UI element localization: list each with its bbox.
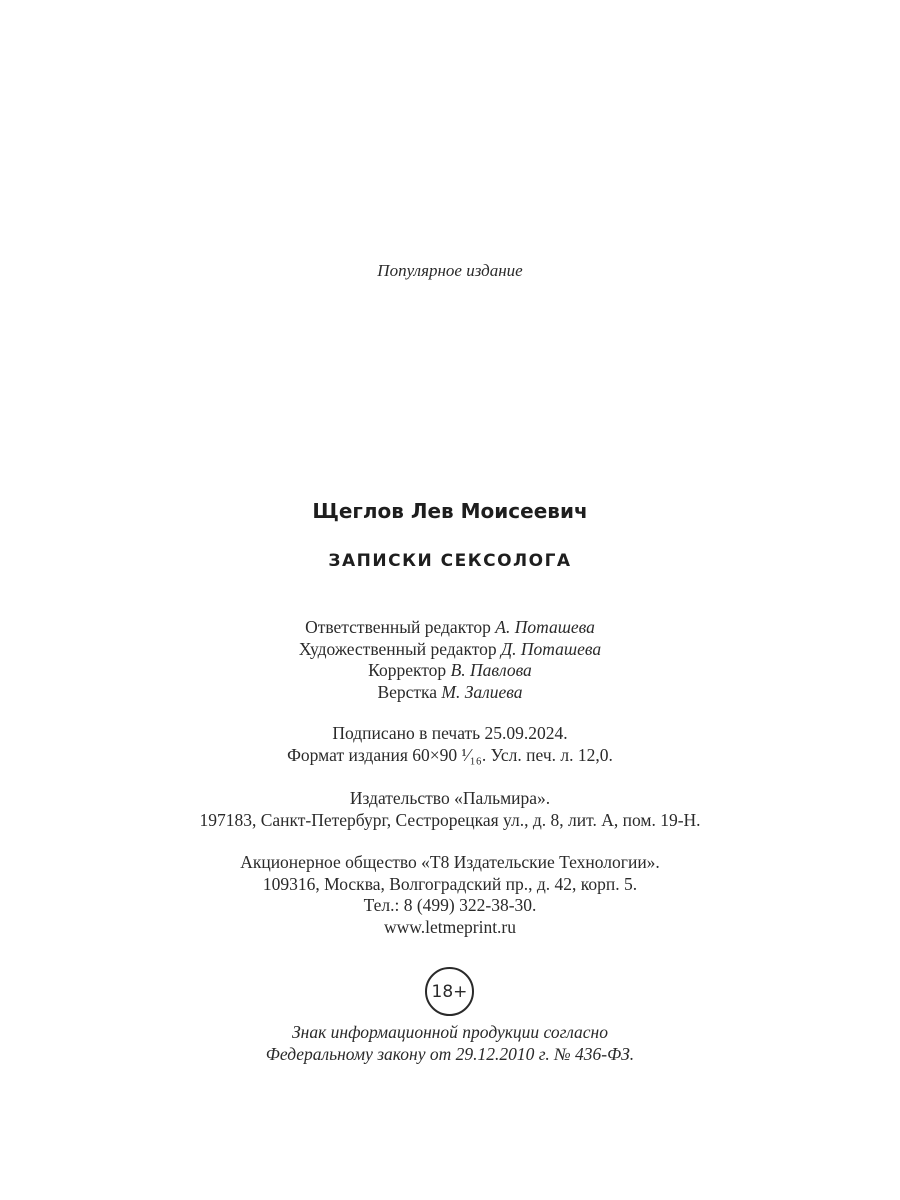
credit-line: [0, 639, 900, 661]
printer-phone: Тел.: 8 (499) 322-38-30.: [363, 895, 537, 915]
signed-date: Подписано в печать 25.09.2024.: [332, 723, 568, 743]
printer-website: www.letmeprint.ru: [383, 916, 517, 937]
print-info-block: [0, 723, 900, 766]
printer-block: [0, 852, 900, 938]
printer-name: Акционерное общество «Т8 Издательские Технологии».: [240, 852, 660, 872]
credit-role: Художественный редактор: [298, 638, 497, 659]
age-rating-notice: [0, 1022, 900, 1065]
credit-name: В. Павлова: [450, 660, 532, 680]
notice-line: Федеральному закону от 29.12.2010 г. № 436-ФЗ.: [265, 1043, 635, 1064]
book-title: ЗАПИСКИ СЕКСОЛОГА: [328, 551, 572, 571]
credit-role: Верстка: [377, 681, 438, 702]
credit-role: Корректор: [368, 660, 447, 680]
credit-line: [0, 660, 900, 682]
credits-block: [0, 617, 900, 703]
edition-format: Формат издания 60×90 ¹⁄₁₆. Усл. печ. л. 12,0.: [287, 744, 613, 765]
credit-name: М. Залиева: [441, 681, 523, 702]
credit-role: Ответственный редактор: [305, 617, 491, 637]
age-rating-badge: 18+: [425, 967, 474, 1016]
credit-name: Д. Поташева: [501, 638, 602, 659]
credit-line: [0, 682, 900, 704]
publisher-name: Издательство «Пальмира».: [349, 788, 551, 808]
author-name: Щеглов Лев Моисеевич: [312, 499, 588, 523]
notice-line: Знак информационной продукции согласно: [291, 1022, 608, 1042]
credit-name: А. Поташева: [495, 617, 595, 637]
credit-line: [0, 617, 900, 639]
publisher-address: 197183, Санкт-Петербург, Сестрорецкая ул., д. 8, лит. А, пом. 19-Н.: [199, 809, 701, 830]
publisher-block: [0, 788, 900, 831]
printer-address: 109316, Москва, Волгоградский пр., д. 42, корп. 5.: [262, 873, 638, 894]
edition-type: Популярное издание: [377, 261, 523, 280]
